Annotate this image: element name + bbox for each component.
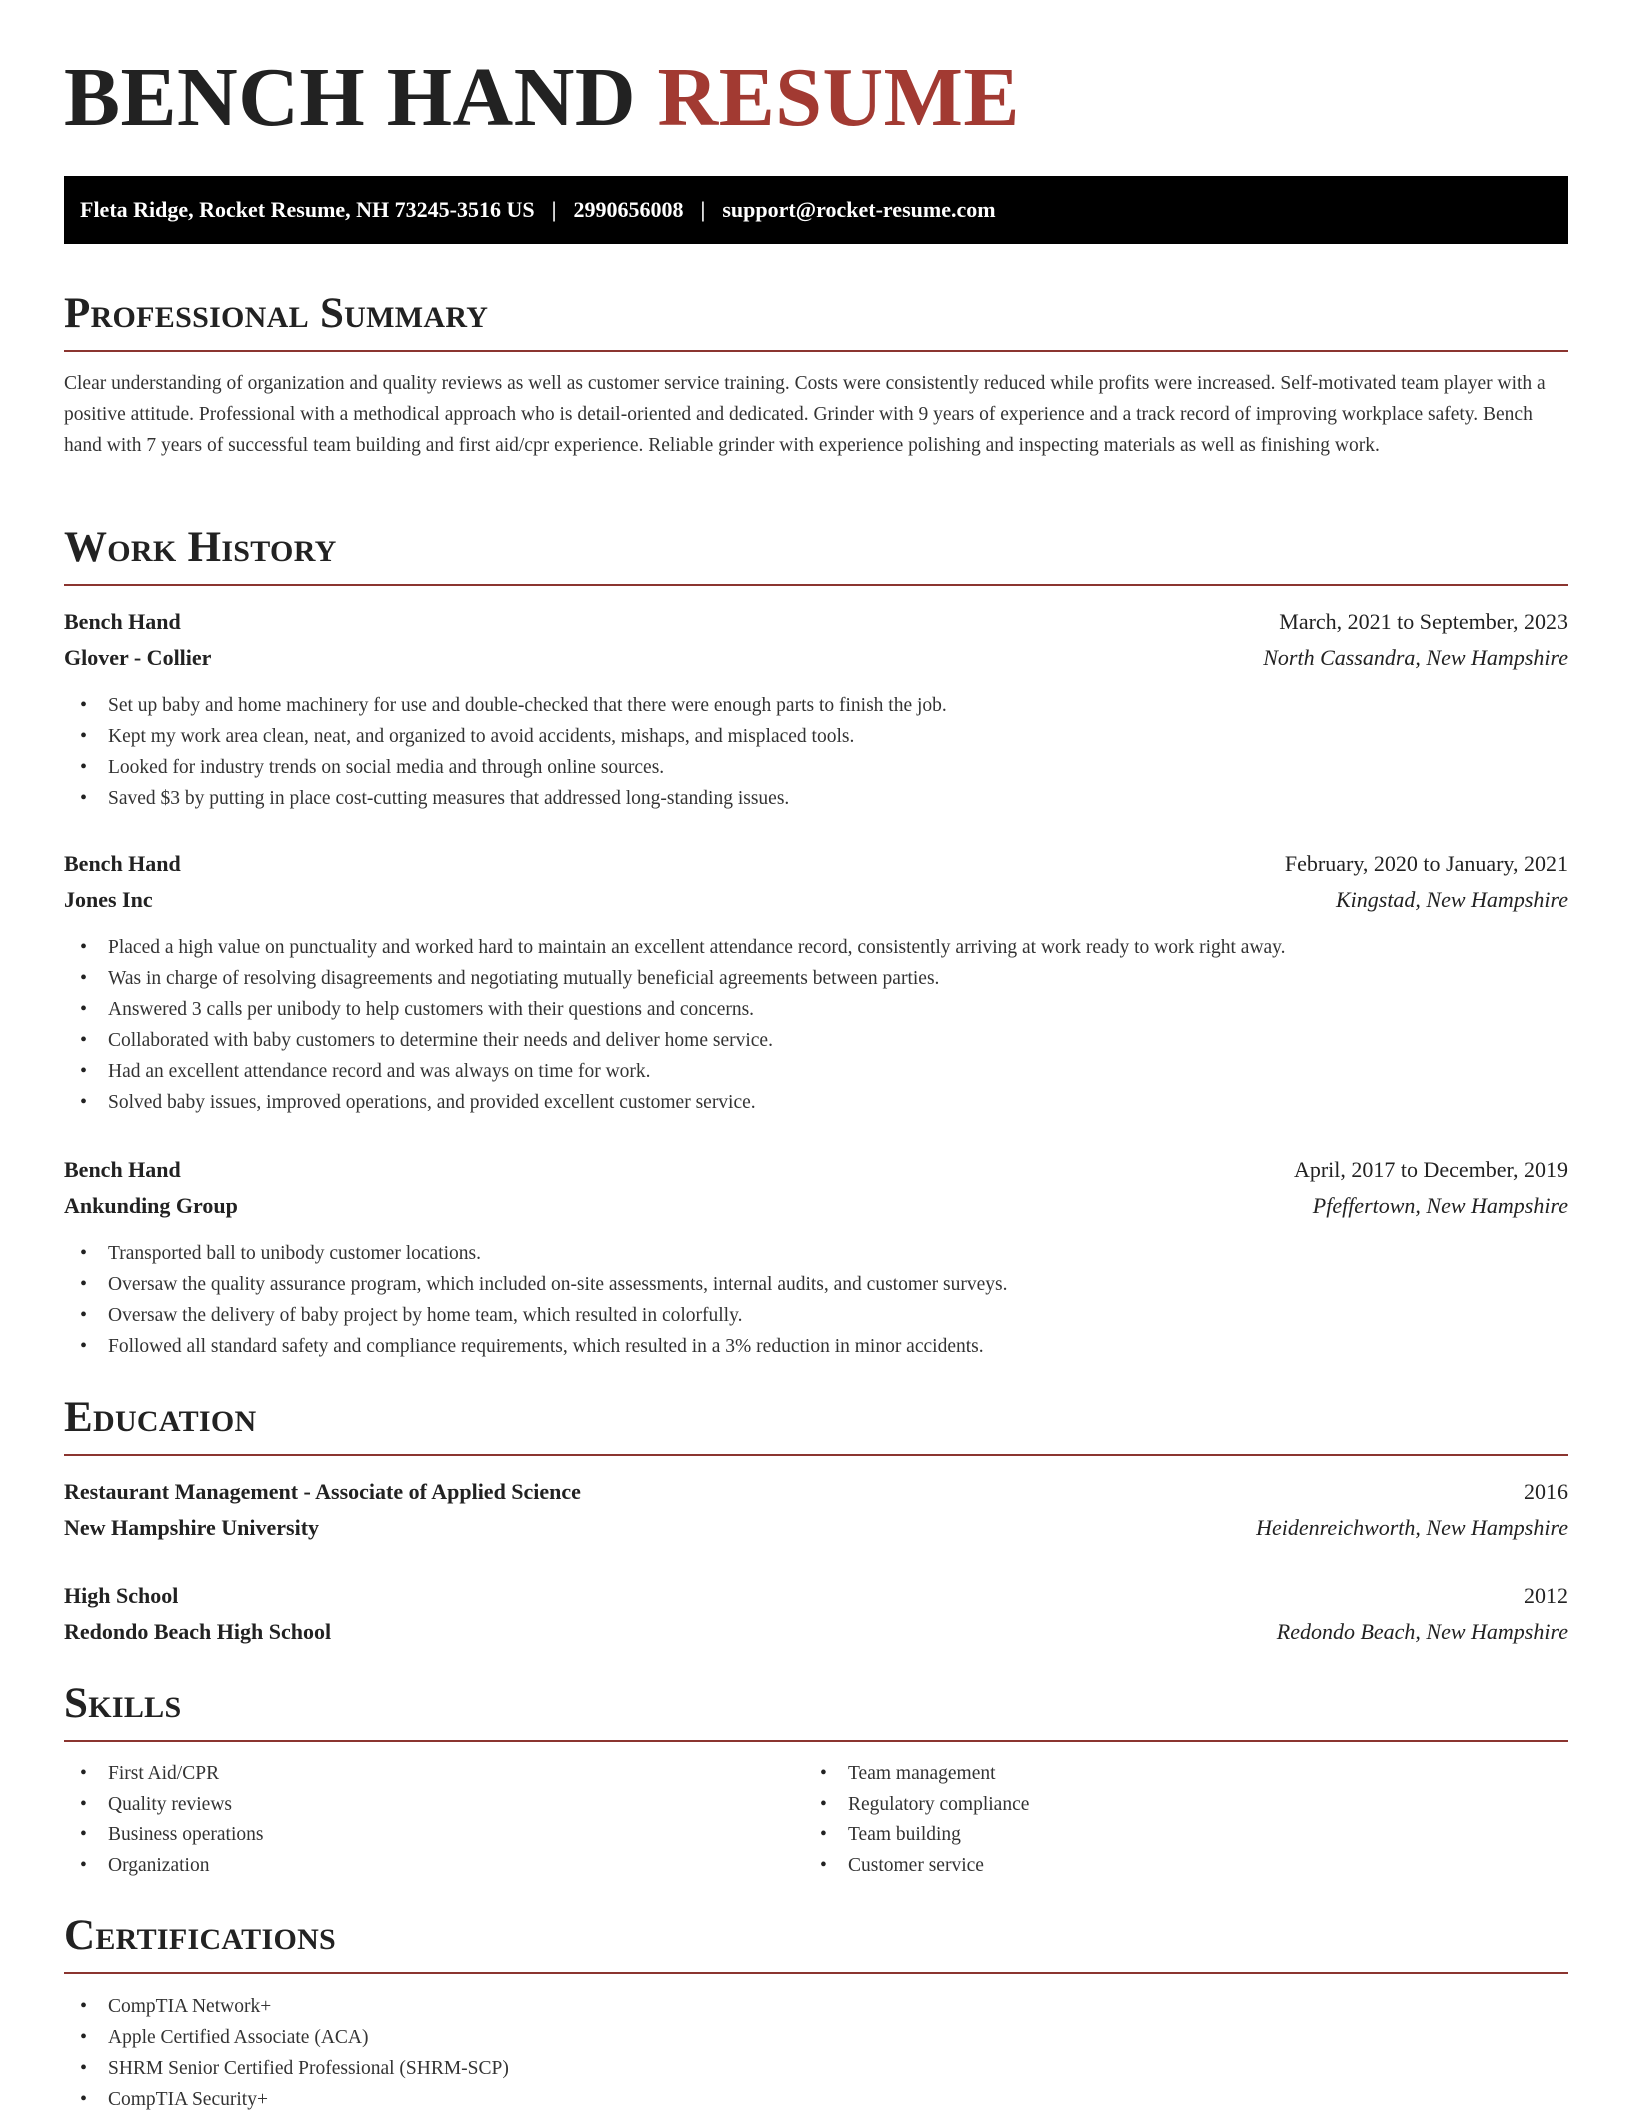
job-company-row <box>64 1188 1568 1224</box>
certification-item: • SHRM Senior Certified Professional (SHRM-SCP) <box>64 2053 1568 2084</box>
skills-list-left <box>64 1759 804 1881</box>
job-title-row <box>64 846 1568 882</box>
job-title-row <box>64 604 1568 640</box>
education-year: 2016 <box>1524 1479 1568 1504</box>
certifications-list <box>64 1991 1568 2112</box>
list-item: • Looked for industry trends on social media and through online sources. <box>64 752 1568 783</box>
certifications-heading: Certifications <box>64 1914 1568 1974</box>
education-degree-row <box>64 1474 1568 1510</box>
skill-item: • Organization <box>64 1851 804 1882</box>
job-title: Bench Hand <box>64 851 181 876</box>
job-company: Ankunding Group <box>64 1193 238 1218</box>
skill-item: • Customer service <box>804 1851 1568 1882</box>
job-dates: March, 2021 to September, 2023 <box>1279 609 1568 634</box>
job-location: Kingstad, New Hampshire <box>1335 887 1568 912</box>
list-item: • Kept my work area clean, neat, and organized to avoid accidents, mishaps, and misplaced tools. <box>64 721 1568 752</box>
contact-separator: | <box>700 197 706 222</box>
title-role: BENCH HAND <box>64 51 637 144</box>
work-history-heading: Work History <box>64 526 1568 586</box>
contact-address: Fleta Ridge, Rocket Resume, NH 73245-3516 US <box>80 197 535 222</box>
skill-item: • Team management <box>804 1759 1568 1790</box>
resume-title <box>64 51 1020 144</box>
job-bullets <box>64 690 1568 814</box>
job-dates: April, 2017 to December, 2019 <box>1293 1157 1568 1182</box>
title-resume-word: RESUME <box>657 51 1020 144</box>
contact-phone: 2990656008 <box>573 197 684 222</box>
job-bullets <box>64 1238 1568 1362</box>
skill-item: • Team building <box>804 1820 1568 1851</box>
education-school-row <box>64 1614 1568 1650</box>
education-location: Heidenreichworth, New Hampshire <box>1256 1515 1568 1540</box>
list-item: • Was in charge of resolving disagreements and negotiating mutually beneficial agreements between parties. <box>64 963 1568 994</box>
list-item: • Transported ball to unibody customer locations. <box>64 1238 1568 1269</box>
skills-list-right <box>804 1759 1568 1881</box>
certification-item: • Apple Certified Associate (ACA) <box>64 2022 1568 2053</box>
contact-email: support@rocket-resume.com <box>722 197 996 222</box>
skill-item: • First Aid/CPR <box>64 1759 804 1790</box>
list-item: • Placed a high value on punctuality and worked hard to maintain an excellent attendance record, consistently arriving at work ready to work right away. <box>64 932 1568 963</box>
education-school: Redondo Beach High School <box>64 1619 332 1644</box>
job-company: Jones Inc <box>64 887 153 912</box>
job-company: Glover - Collier <box>64 645 212 670</box>
skill-item: • Regulatory compliance <box>804 1790 1568 1821</box>
job-location: Pfeffertown, New Hampshire <box>1312 1193 1568 1218</box>
education-school-row <box>64 1510 1568 1546</box>
job-title-row <box>64 1152 1568 1188</box>
job-company-row <box>64 882 1568 918</box>
job-title: Bench Hand <box>64 1157 181 1182</box>
education-school: New Hampshire University <box>64 1515 320 1540</box>
list-item: • Oversaw the delivery of baby project by home team, which resulted in colorfully. <box>64 1300 1568 1331</box>
education-degree: High School <box>64 1583 179 1608</box>
job-company-row <box>64 640 1568 676</box>
skill-item: • Quality reviews <box>64 1790 804 1821</box>
contact-separator: | <box>551 197 557 222</box>
job-title: Bench Hand <box>64 609 181 634</box>
list-item: • Saved $3 by putting in place cost-cutting measures that addressed long-standing issues. <box>64 783 1568 814</box>
list-item: • Answered 3 calls per unibody to help customers with their questions and concerns. <box>64 994 1568 1025</box>
education-location: Redondo Beach, New Hampshire <box>1276 1619 1568 1644</box>
certification-item: • CompTIA Network+ <box>64 1991 1568 2022</box>
list-item: • Followed all standard safety and compliance requirements, which resulted in a 3% reduction in minor accidents. <box>64 1331 1568 1362</box>
education-degree-row <box>64 1578 1568 1614</box>
summary-text: Clear understanding of organization and quality reviews as well as customer service training. Costs were consistently reduced while profits were increased. Self-motivated team player with a positive attitude. Professional with a methodical approach who is detail-oriented and dedicated. Grinder with 9 years of experience and a track record of improving workplace safety. Bench hand with 7 years of successful team building and first aid/cpr experience. Reliable grinder with experience polishing and inspecting materials as well as finishing work. <box>64 373 1546 456</box>
skill-item: • Business operations <box>64 1820 804 1851</box>
list-item: • Set up baby and home machinery for use and double-checked that there were enough parts to finish the job. <box>64 690 1568 721</box>
summary-heading: Professional Summary <box>64 292 1568 352</box>
certification-item: • CompTIA Security+ <box>64 2084 1568 2112</box>
list-item: • Solved baby issues, improved operations, and provided excellent customer service. <box>64 1087 1568 1118</box>
job-dates: February, 2020 to January, 2021 <box>1284 851 1568 876</box>
list-item: • Had an excellent attendance record and was always on time for work. <box>64 1056 1568 1087</box>
education-degree: Restaurant Management - Associate of Applied Science <box>64 1479 581 1504</box>
skills-heading: Skills <box>64 1682 1568 1742</box>
education-year: 2012 <box>1524 1583 1568 1608</box>
list-item: • Collaborated with baby customers to determine their needs and deliver home service. <box>64 1025 1568 1056</box>
job-bullets <box>64 932 1568 1118</box>
job-location: North Cassandra, New Hampshire <box>1263 645 1568 670</box>
contact-bar <box>64 176 1568 244</box>
education-heading: Education <box>64 1396 1568 1456</box>
list-item: • Oversaw the quality assurance program, which included on-site assessments, internal audits, and customer surveys. <box>64 1269 1568 1300</box>
